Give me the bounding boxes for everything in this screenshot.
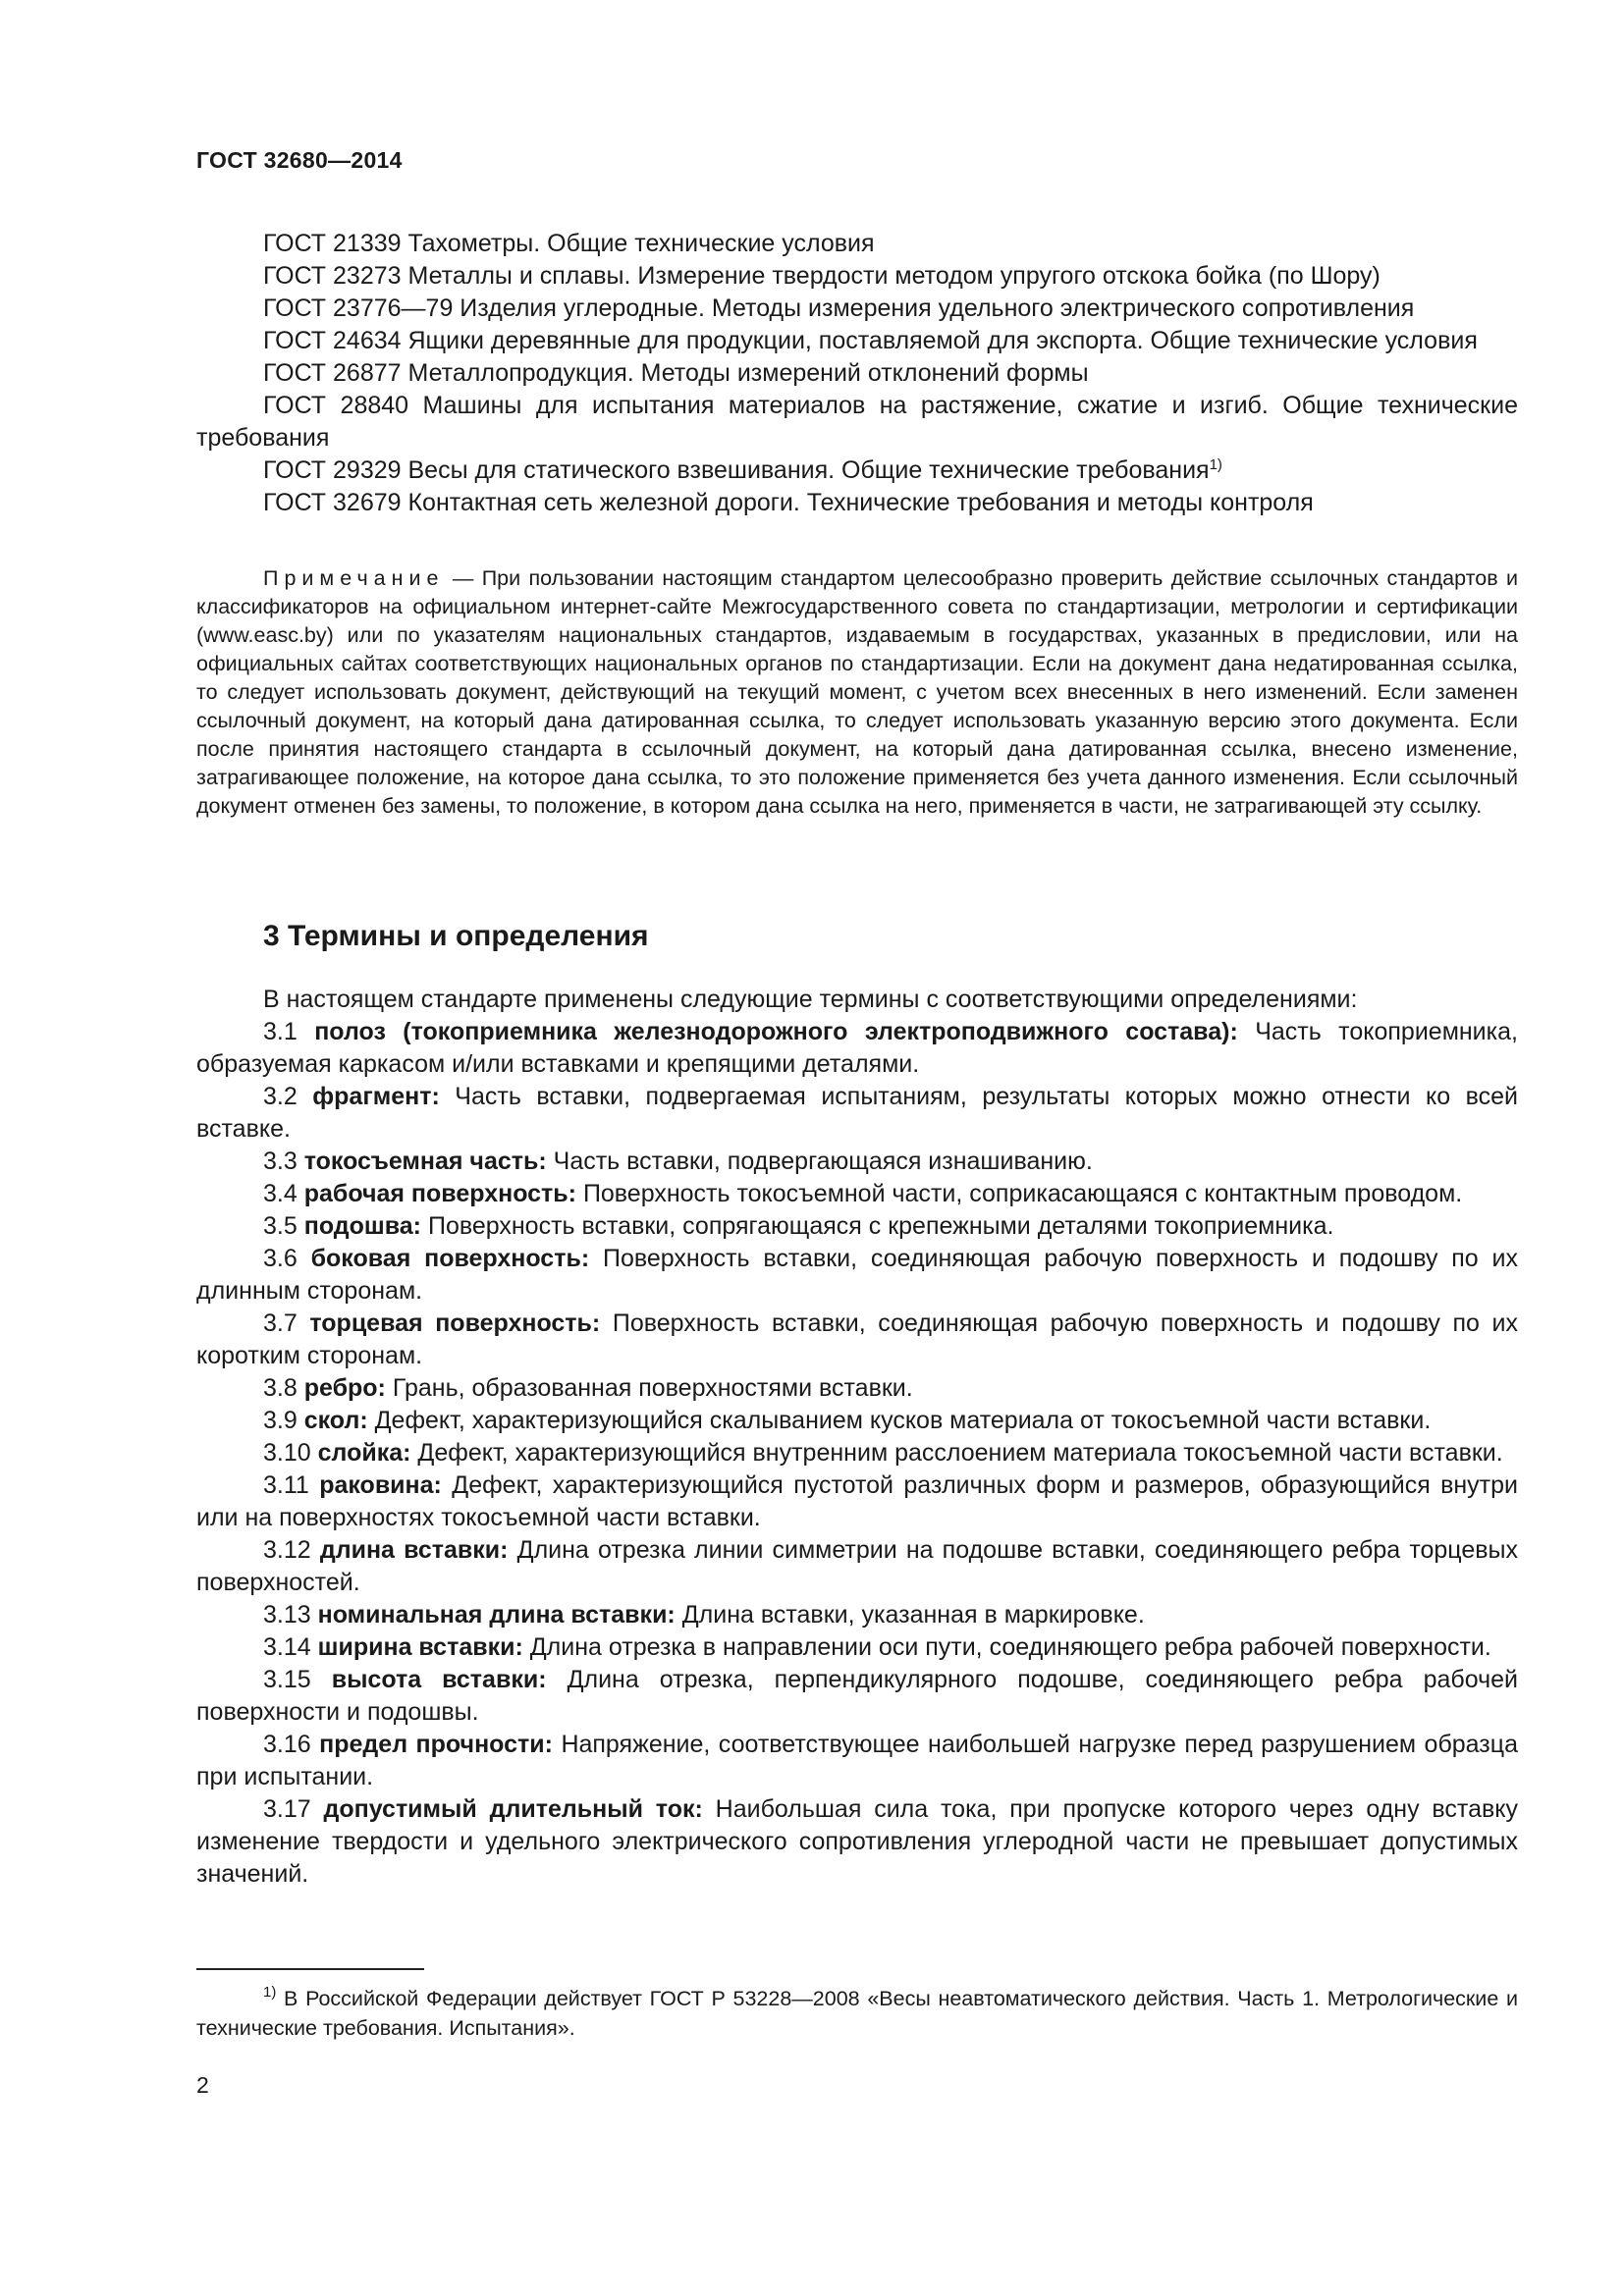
- term-item: [196, 1146, 1518, 1178]
- term-number: 3.8: [263, 1374, 298, 1402]
- term-number: 3.15: [263, 1666, 311, 1693]
- footnote-divider: [196, 1968, 424, 1970]
- term-item: [196, 1599, 1518, 1631]
- term-definition: Поверхность токосъемной части, соприкасающаяся с контактным проводом.: [582, 1180, 1463, 1207]
- footnote-mark: 1): [1209, 456, 1222, 473]
- term-definition: Длина отрезка в направлении оси пути, соединяющего ребра рабочей поверхности.: [529, 1633, 1491, 1661]
- term-number: 3.12: [263, 1536, 311, 1564]
- reference-item: ГОСТ 21339 Тахометры. Общие технические условия: [263, 230, 875, 257]
- term-item: [196, 1631, 1518, 1664]
- reference-item: ГОСТ 24634 Ящики деревянные для продукции, поставляемой для экспорта. Общие технические условия: [263, 327, 1478, 354]
- term-number: 3.1: [263, 1018, 298, 1045]
- page-number: 2: [196, 2072, 209, 2098]
- term-name: номинальная длина вставки:: [317, 1601, 676, 1629]
- term-item: [196, 1534, 1518, 1599]
- term-definition: Длина отрезка, перпендикулярного подошве, соединяющего ребра рабочей поверхности и подошвы.: [196, 1666, 1518, 1726]
- reference-item: ГОСТ 26877 Металлопродукция. Методы измерений отклонений формы: [263, 359, 1089, 387]
- footnote-text: В Российской Федерации действует ГОСТ Р 53228—2008 «Весы неавтоматического действия. Часть 1. Метрологические и технические требования. Испытания».: [196, 1987, 1518, 2040]
- term-name: длина вставки:: [319, 1536, 509, 1564]
- term-name: торцевая поверхность:: [309, 1309, 601, 1337]
- term-item: [196, 1793, 1518, 1891]
- term-name: слойка:: [317, 1439, 411, 1467]
- term-definition: Грань, образованная поверхностями вставки.: [392, 1374, 913, 1402]
- normative-references: [196, 228, 1518, 519]
- term-number: 3.6: [263, 1245, 298, 1272]
- term-name: полоз (токоприемника железнодорожного электроподвижного состава):: [314, 1018, 1238, 1045]
- term-definition: Длина вставки, указанная в маркировке.: [681, 1601, 1145, 1629]
- note-label: Примечание: [263, 566, 445, 590]
- term-number: 3.9: [263, 1407, 298, 1434]
- term-definition: Часть вставки, подвергающаяся изнашиванию.: [553, 1148, 1093, 1175]
- term-name: подошва:: [303, 1212, 422, 1240]
- term-item: [196, 1081, 1518, 1146]
- reference-text: ГОСТ 29329 Весы для статического взвешивания. Общие технические требования: [263, 456, 1210, 484]
- term-item: [196, 1405, 1518, 1437]
- term-definition: Часть вставки, подвергаемая испытаниям, результаты которых можно отнести ко всей вставке.: [196, 1083, 1518, 1143]
- term-definition: Напряжение, соответствующее наибольшей нагрузке перед разрушением образца при испытании.: [196, 1731, 1518, 1790]
- term-number: 3.2: [263, 1083, 298, 1110]
- term-item: [196, 1308, 1518, 1372]
- term-item: [196, 1729, 1518, 1793]
- reference-item: ГОСТ 23273 Металлы и сплавы. Измерение твердости методом упругого отскока бойка (по Шору): [263, 262, 1380, 290]
- term-name: раковина:: [319, 1471, 442, 1499]
- reference-item: ГОСТ 32679 Контактная сеть железной дороги. Технические требования и методы контроля: [263, 489, 1314, 516]
- note-dash: —: [444, 566, 482, 590]
- term-number: 3.17: [263, 1795, 311, 1823]
- term-name: допустимый длительный ток:: [323, 1795, 703, 1823]
- term-number: 3.14: [263, 1633, 311, 1661]
- term-item: [196, 1016, 1518, 1081]
- term-name: высота вставки:: [331, 1666, 547, 1693]
- term-definition: Поверхность вставки, соединяющая рабочую поверхность и подошву по их длинным сторонам.: [196, 1245, 1518, 1305]
- footnote-mark: 1): [263, 1984, 277, 2001]
- term-definition: Наибольшая сила тока, при пропуске которого через одну вставку изменение твердости и удельного электрического сопротивления углеродной части не превышает допустимых значений.: [196, 1795, 1518, 1888]
- term-name: предел прочности:: [319, 1731, 553, 1758]
- section-title: 3 Термины и определения: [263, 920, 649, 952]
- document-header: ГОСТ 32680—2014: [196, 147, 403, 173]
- term-item: [196, 1664, 1518, 1729]
- note-text: При пользовании настоящим стандартом целесообразно проверить действие ссылочных стандартов и классификаторов на официальном интернет-сайте Межгосударственного совета по стандартизации, метрологии и сертификации (www.easc.by) или по указателям национальных стандартов, издаваемым в государствах, указанных в предисловии, или на официальных сайтах соответствующих национальных органов по стандартизации. Если на документ дана недатированная ссылка, то следует использовать документ, действующий на текущий момент, с учетом всех внесенных в него изменений. Если заменен ссылочный документ, на который дана датированная ссылка, то следует использовать указанную версию этого документа. Если после принятия настоящего стандарта в ссылочный документ, на который дана датированная ссылка, внесено изменение, затрагивающее положение, на которое дана ссылка, то это положение применяется без учета данного изменения. Если ссылочный документ отменен без замены, то положение, в котором дана ссылка на него, применяется в части, не затрагивающей эту ссылку.: [196, 566, 1518, 818]
- reference-item: ГОСТ 23776—79 Изделия углеродные. Методы измерения удельного электрического сопротивления: [263, 294, 1415, 322]
- term-number: 3.5: [263, 1212, 298, 1240]
- term-name: токосъемная часть:: [303, 1148, 547, 1175]
- term-definition: Поверхность вставки, сопрягающаяся с крепежными деталями токоприемника.: [427, 1212, 1334, 1240]
- term-item: [196, 1178, 1518, 1210]
- note-paragraph: [196, 564, 1518, 821]
- term-definition: Дефект, характеризующийся пустотой различных форм и размеров, образующийся внутри или на поверхностях токосъемной части вставки.: [196, 1471, 1519, 1531]
- term-number: 3.13: [263, 1601, 311, 1629]
- term-name: рабочая поверхность:: [303, 1180, 576, 1207]
- term-number: 3.4: [263, 1180, 298, 1207]
- section-intro: В настоящем стандарте применены следующие термины с соответствующими определениями:: [263, 986, 1358, 1013]
- reference-item: ГОСТ 28840 Машины для испытания материалов на растяжение, сжатие и изгиб. Общие технические требования: [196, 392, 1518, 452]
- term-number: 3.3: [263, 1148, 298, 1175]
- term-number: 3.7: [263, 1309, 298, 1337]
- term-number: 3.11: [263, 1471, 309, 1499]
- term-definition: Длина отрезка линии симметрии на подошве вставки, соединяющего ребра торцевых поверхностей.: [196, 1536, 1518, 1596]
- term-name: боковая поверхность:: [310, 1245, 590, 1272]
- footnote: [196, 1984, 1518, 2043]
- reference-item: [196, 454, 1518, 487]
- term-definition: Поверхность вставки, соединяющая рабочую поверхность и подошву по их коротким сторонам.: [196, 1309, 1518, 1369]
- term-item: [196, 1243, 1518, 1308]
- term-definition: Дефект, характеризующийся скалыванием кусков материала от токосъемной части вставки.: [374, 1407, 1432, 1434]
- terms-list: [196, 984, 1518, 1891]
- term-name: ребро:: [303, 1374, 386, 1402]
- term-definition: Часть токоприемника, образуемая каркасом и/или вставками и крепящими деталями.: [196, 1018, 1518, 1078]
- term-item: [196, 1437, 1518, 1469]
- term-number: 3.16: [263, 1731, 311, 1758]
- term-name: скол:: [303, 1407, 368, 1434]
- term-definition: Дефект, характеризующийся внутренним расслоением материала токосъемной части вставки.: [417, 1439, 1503, 1467]
- term-name: фрагмент:: [312, 1083, 440, 1110]
- term-item: [196, 1372, 1518, 1405]
- term-number: 3.10: [263, 1439, 311, 1467]
- term-item: [196, 1469, 1518, 1534]
- term-item: [196, 1210, 1518, 1243]
- term-name: ширина вставки:: [317, 1633, 523, 1661]
